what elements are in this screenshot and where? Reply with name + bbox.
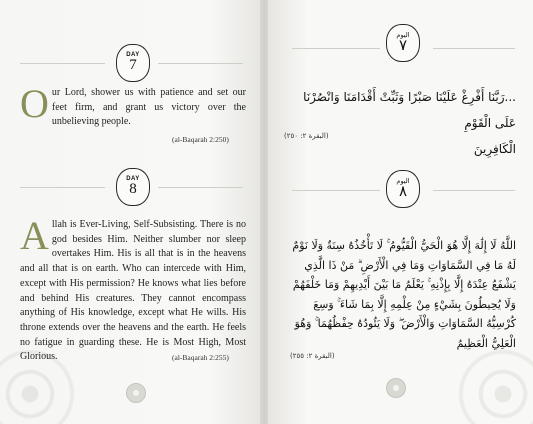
verse-day-7-arabic — [280, 84, 516, 162]
verse-text: llah is Ever-Living, Self-Subsisting. There is no god besides Him. Neither slumber nor sleep overtakes Him. His is all that is in the heavens and all that is on earth. Who can intercede with Him, except with His permission? He knows what lies before and behind His creatures. They cannot encompass anything of His knowledge, except what He wills. His throne extends over the heavens and the earth. He feels no fatigue in guarding these. He is Most High, Most Glorious. — [20, 219, 246, 363]
divider-line — [20, 63, 105, 64]
day-7-badge — [116, 44, 150, 82]
day-number: 8 — [129, 181, 137, 197]
arabic-line: يَشْفَعُ عِنْدَهُ إِلَّا بِإِذْنِهِ ۚ يَعْلَمُ مَا بَيْنَ أَيْدِيهِمْ وَمَا خَلْفَهُمْ — [292, 278, 516, 291]
day-label: DAY — [126, 176, 140, 182]
verse-reference: (al-Baqarah 2:255) — [172, 353, 229, 362]
divider-line — [158, 63, 243, 64]
divider-line — [433, 48, 515, 49]
drop-cap: A — [20, 213, 49, 258]
day-8-badge — [116, 168, 150, 206]
day-number: 7 — [129, 57, 137, 73]
verse-day-8-english — [20, 213, 246, 365]
day-label: DAY — [126, 52, 140, 58]
verse-text: ur Lord, shower us with patience and set our feet firm, and grant us victory over the unbelieving people. — [51, 87, 246, 128]
divider-line — [158, 187, 243, 188]
divider-line — [433, 190, 515, 191]
arabic-line: وَلَا يُحِيطُونَ بِشَيْءٍ مِنْ عِلْمِهِ إِلَّا بِمَا شَاءَ ۚ وَسِعَ — [313, 297, 516, 311]
arabic-line: الْكَافِرِينَ — [473, 142, 516, 156]
day-7-badge-arabic — [386, 24, 420, 62]
page-number-ornament — [386, 378, 406, 398]
verse-reference: (البقرة ٢: ٢٥٠) — [284, 132, 329, 140]
day-8-badge-arabic — [386, 170, 420, 208]
day-label: اليوم — [396, 31, 410, 39]
arabic-line: كُرْسِيُّهُ السَّمَاوَاتِ وَالْأَرْضَ ۖ وَلَا يَئُودُهُ حِفْظُهُمَا ۚ وَهُوَ — [294, 317, 516, 330]
arabic-line: ...رَبَّنَا أَفْرِغْ عَلَيْنَا صَبْرًا وَثَبِّتْ أَقْدَامَنَا وَانْصُرْنَا عَلَى الْقَوْمِ — [303, 90, 516, 130]
day-label: اليوم — [396, 177, 410, 185]
verse-reference: (al-Baqarah 2:250) — [172, 135, 229, 144]
arabic-line: اللَّهُ لَا إِلَٰهَ إِلَّا هُوَ الْحَيُّ الْقَيُّومُ ۚ لَا تَأْخُذُهُ سِنَةٌ وَلَا نَوْمٌ — [292, 239, 516, 252]
day-number: ٨ — [398, 184, 408, 200]
divider-line — [292, 48, 380, 49]
verse-day-7-english — [20, 81, 246, 130]
left-page — [0, 0, 262, 424]
right-page — [268, 0, 533, 424]
divider-line — [20, 187, 105, 188]
arabic-line: لَهُ مَا فِي السَّمَاوَاتِ وَمَا فِي الْأَرْضِ ۗ مَنْ ذَا الَّذِي — [304, 258, 516, 272]
verse-reference: (البقرة ٢: ٢٥٥) — [290, 352, 335, 360]
verse-day-8-arabic — [278, 236, 516, 353]
page-number-ornament — [126, 383, 146, 403]
drop-cap: O — [20, 81, 49, 126]
arabic-line: الْعَلِيُّ الْعَظِيمُ — [456, 336, 516, 350]
divider-line — [292, 190, 380, 191]
day-number: ٧ — [398, 38, 408, 54]
